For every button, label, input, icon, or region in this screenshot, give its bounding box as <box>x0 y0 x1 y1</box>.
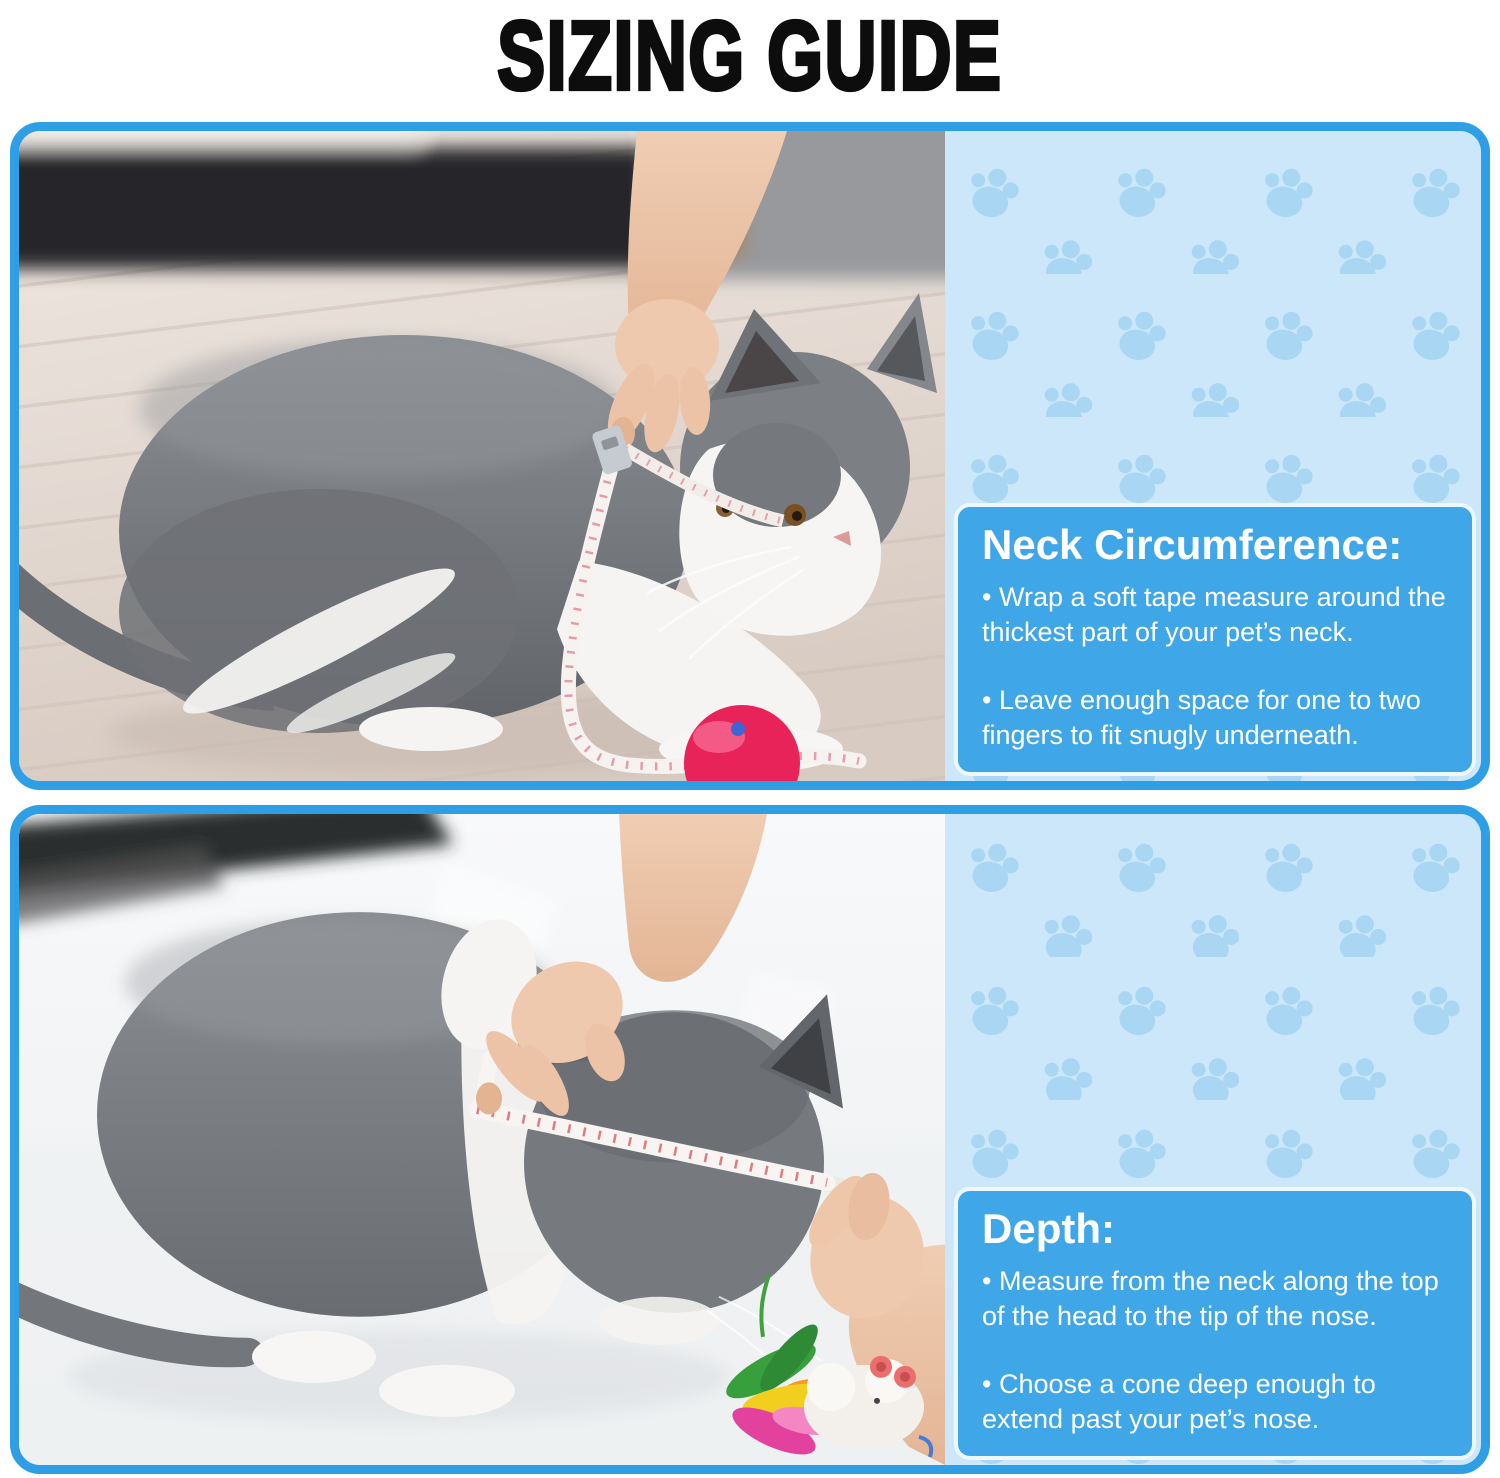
title-bar <box>0 0 1500 112</box>
panel-depth-inner <box>19 814 1481 1465</box>
cat-depth-photo-illustration <box>19 814 945 1465</box>
depth-bullet-1: • Measure from the neck along the top of the head to the tip of the nose. <box>982 1265 1439 1332</box>
neck-bullet-1: • Wrap a soft tape measure around the thickest part of your pet’s neck. <box>982 581 1446 648</box>
cat-neck-photo-illustration <box>19 131 945 781</box>
depth-bullet-2: • Choose a cone deep enough to extend past your pet’s nose. <box>982 1368 1376 1435</box>
neck-heading: Neck Circumference: <box>982 521 1403 569</box>
mouse-eye <box>874 1398 880 1404</box>
neck-instructions-box <box>954 503 1476 776</box>
photo-depth-measurement <box>19 814 945 1465</box>
cat-haunch <box>119 489 519 733</box>
photo-neck-measurement <box>19 131 945 781</box>
depth-instructions-box <box>954 1187 1476 1460</box>
page-title: SIZING GUIDE <box>497 1 1003 111</box>
cat-front-paw <box>379 1365 515 1417</box>
info-area-neck <box>945 131 1481 781</box>
depth-heading: Depth: <box>982 1205 1115 1253</box>
blurred-room-background <box>19 131 945 279</box>
info-area-depth <box>945 814 1481 1465</box>
cat-chin-white <box>599 1297 719 1345</box>
panel-depth <box>10 805 1490 1474</box>
panel-neck-inner <box>19 131 1481 781</box>
cat-front-paw <box>252 1331 376 1383</box>
panel-neck-circumference <box>10 122 1490 790</box>
cat-rear-foot <box>359 707 503 751</box>
neck-bullet-2: • Leave enough space for one to two fingers to fit snugly underneath. <box>982 684 1421 751</box>
